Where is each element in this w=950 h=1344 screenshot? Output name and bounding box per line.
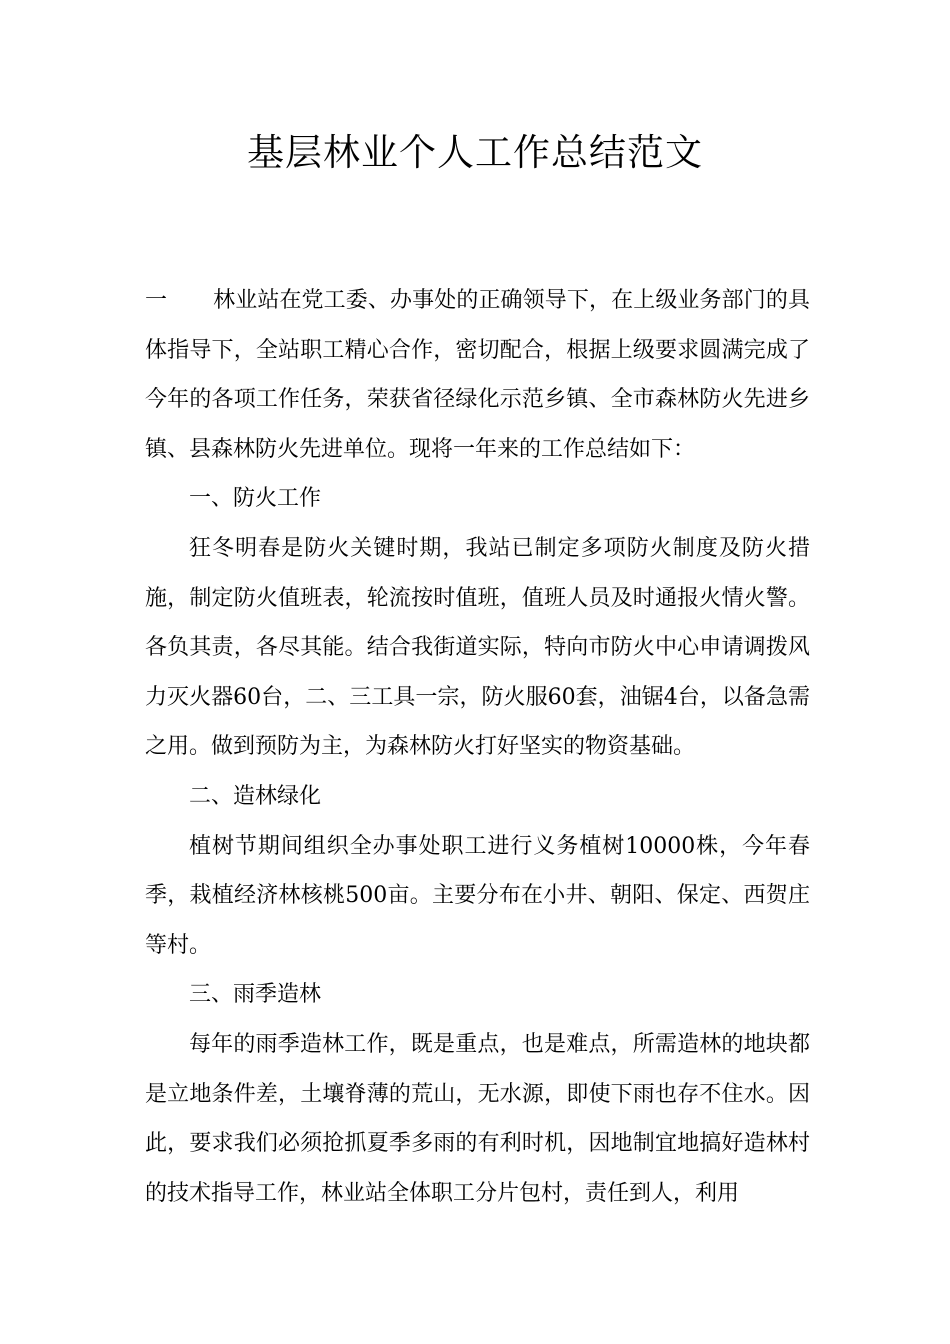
section-text-rainy-season: 每年的雨季造林工作，既是重点，也是难点，所需造林的地块都是立地条件差，土壤脊薄的荒山，无水源，即使下雨也存不住水。因此，要求我们必须抢抓夏季多雨的有利时机，因地制宜地搞好造林村的技术指导工作，林业站全体职工分片包村，责任到人，利用 <box>145 1031 810 1206</box>
section-heading-afforestation: 二、造林绿化 <box>189 783 322 809</box>
intro-marker: 一 <box>145 288 168 313</box>
section-heading-rainy-season: 三、雨季造林 <box>189 982 322 1008</box>
intro-text: 林业站在党工委、办事处的正确领导下，在上级业务部门的具体指导下，全站职工精心合作，密切配合，根据上级要求圆满完成了今年的各项工作任务，荣获省径绿化示范乡镇、全市森林防火先进乡镇、县森林防火先进单位。现将一年来的工作总结如下： <box>145 288 810 462</box>
document-body <box>145 276 810 1218</box>
intro-paragraph <box>145 276 810 474</box>
section-text-fire-prevention: 狂冬明春是防火关键时期，我站已制定多项防火制度及防火措施，制定防火值班表，轮流按时值班，值班人员及时通报火情火警。各负其责，各尽其能。结合我街道实际，特向市防火中心申请调拨风力灭火器60台，二、三工具一宗，防火服60套，油锯4台，以备急需之用。做到预防为主，为森林防火打好坚实的物资基础。 <box>145 535 810 760</box>
section-heading-fire-prevention: 一、防火工作 <box>189 486 322 512</box>
section-text-afforestation: 植树节期间组织全办事处职工进行义务植树10000株，今年春季，栽植经济林核桃500亩。主要分布在小井、朝阳、保定、西贺庄等村。 <box>145 833 810 958</box>
document-title: 基层林业个人工作总结范文 <box>247 131 703 174</box>
